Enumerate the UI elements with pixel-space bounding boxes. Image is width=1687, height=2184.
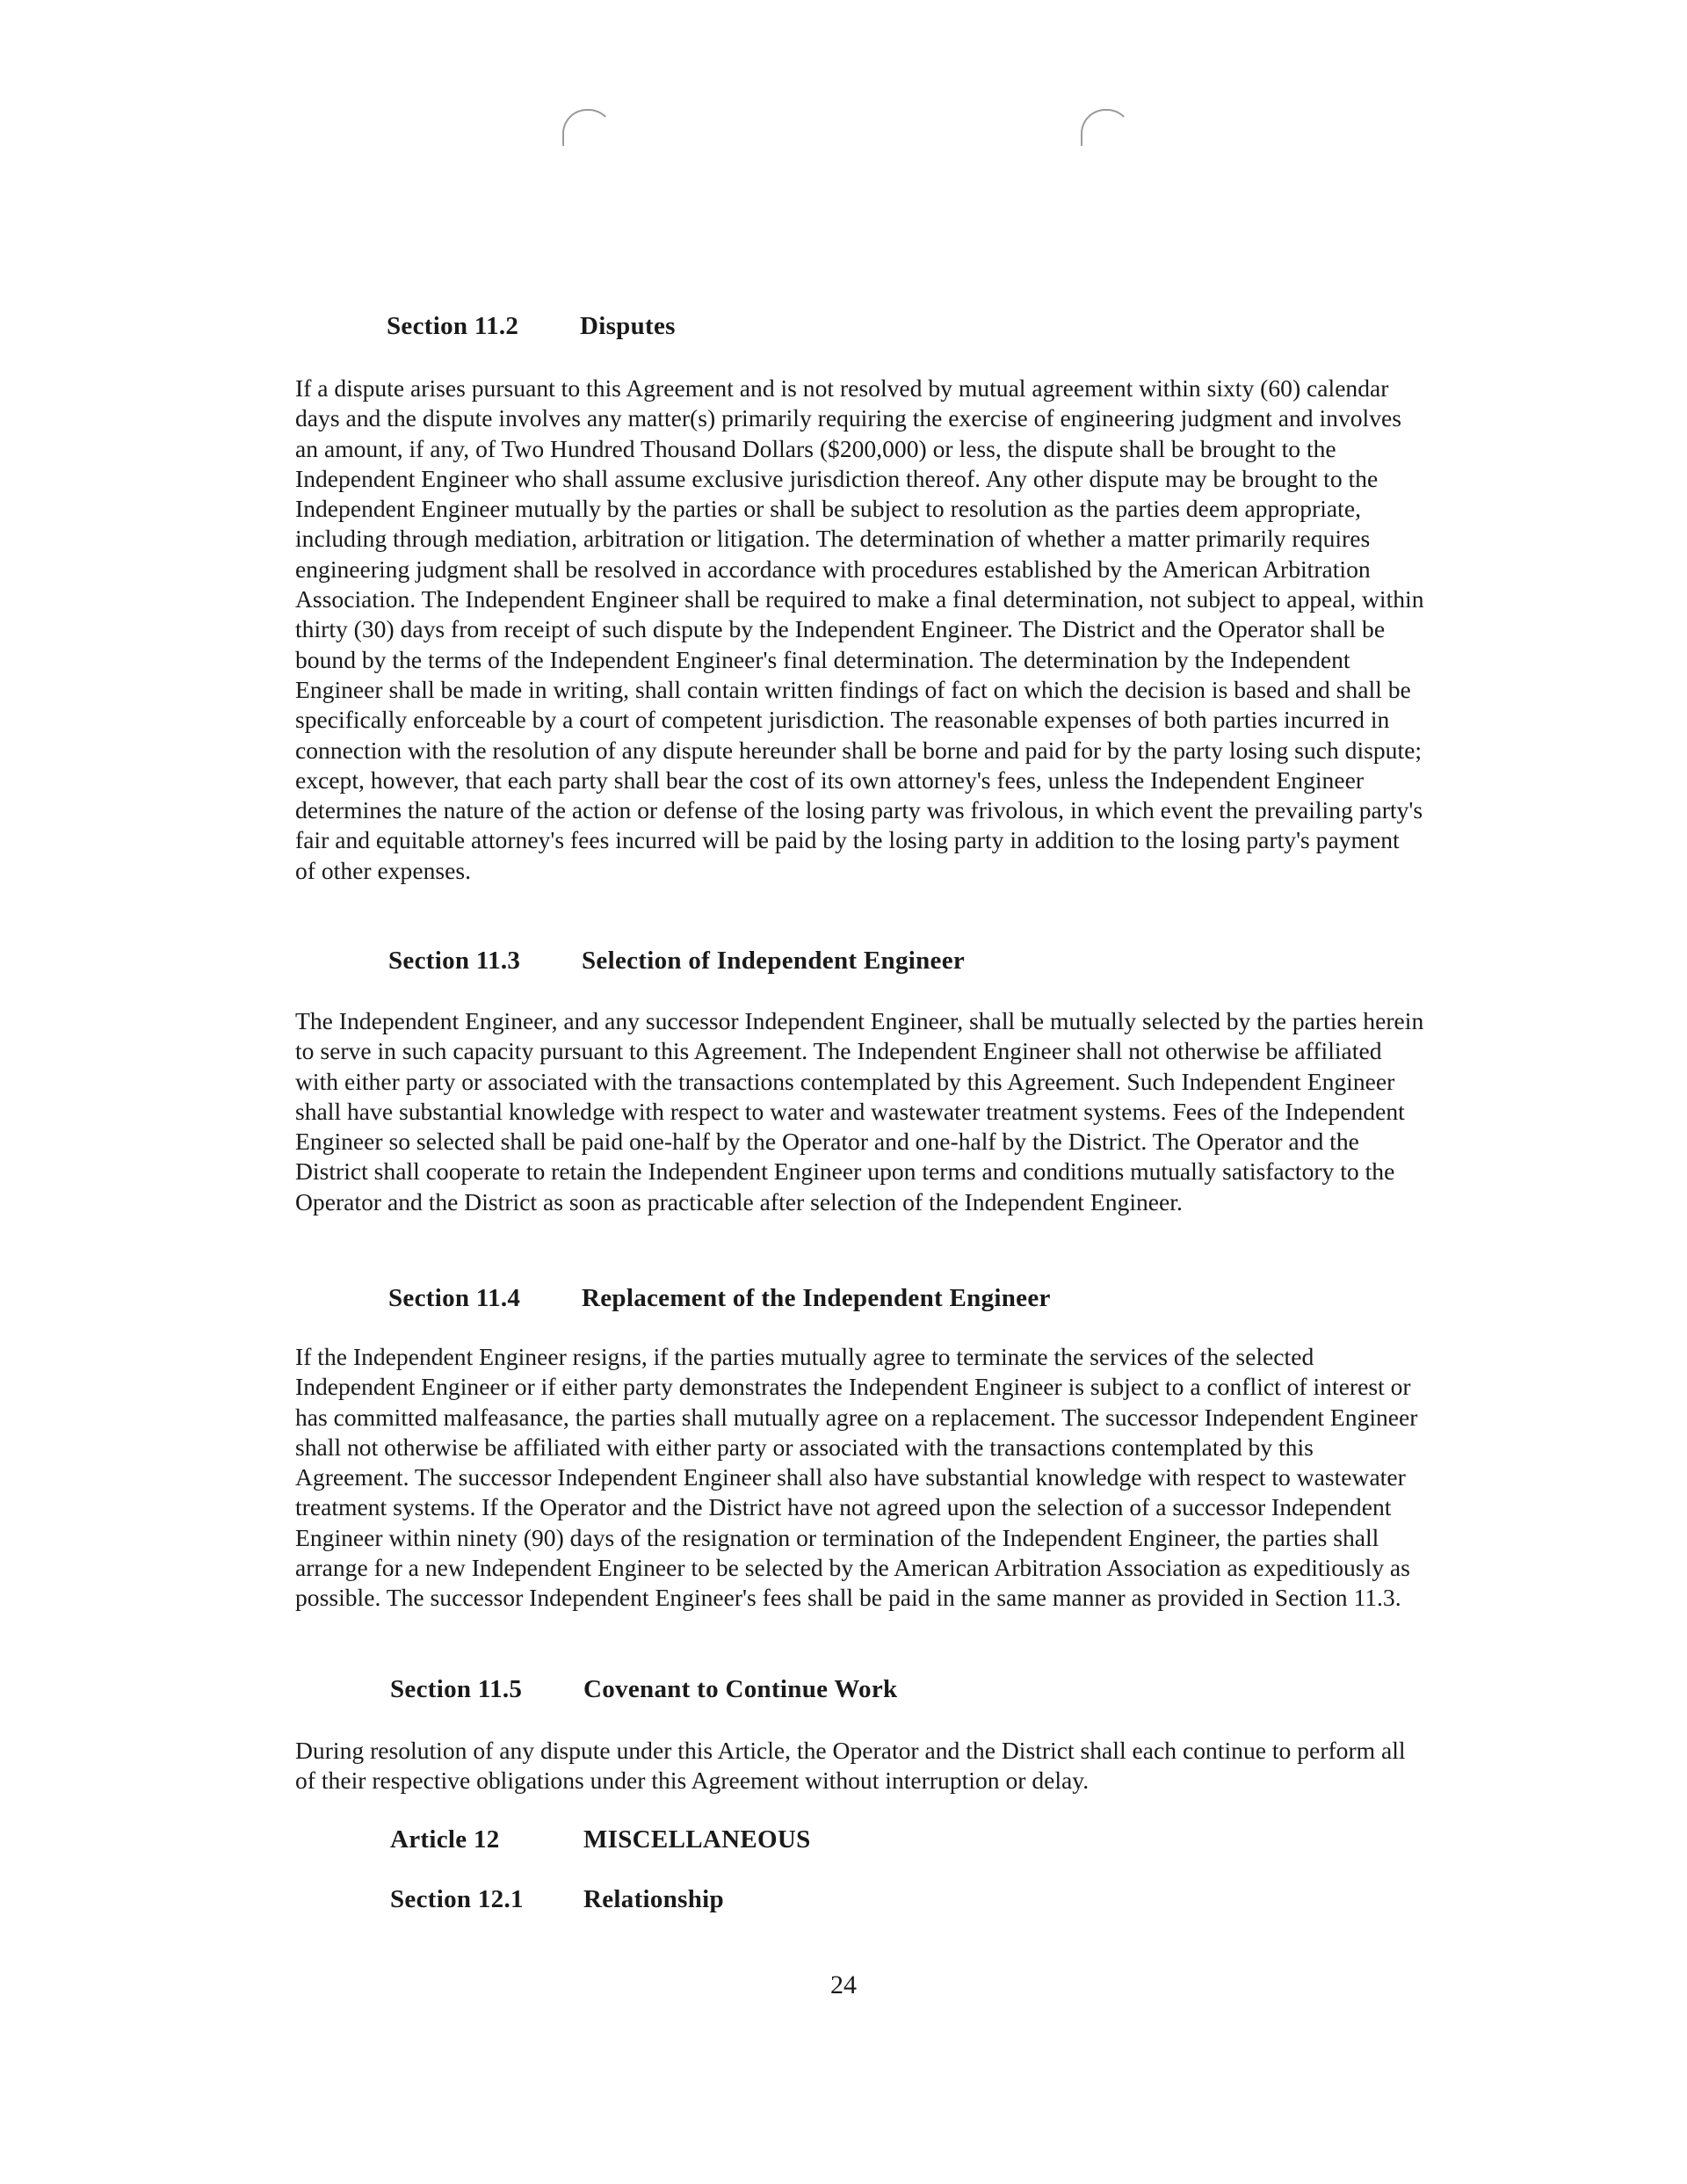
punch-hole-mark	[562, 109, 613, 146]
section-title: Disputes	[580, 312, 676, 340]
punch-hole-mark	[1081, 109, 1132, 146]
section-number: Section 11.3	[388, 947, 521, 975]
section-number: Section 11.5	[390, 1675, 523, 1703]
section-title: Relationship	[583, 1885, 724, 1913]
article-title: MISCELLANEOUS	[583, 1825, 811, 1854]
section-title: Covenant to Continue Work	[583, 1675, 898, 1703]
article-number: Article 12	[390, 1825, 500, 1854]
section-number: Section 12.1	[390, 1885, 524, 1913]
section-body: The Independent Engineer, and any successor Independent Engineer, shall be mutually selected by the parties herein to serve in such capacity pursuant to this Agreement. The Independent Engineer shall not otherwise be affiliated with either party or associated with the transactions contemplated by this Agreement. Such Independent Engineer shall have substantial knowledge with respect to water and wastewater treatment systems. Fees of the Independent Engineer so selected shall be paid one-half by the Operator and one-half by the District. The Operator and the District shall cooperate to retain the Independent Engineer upon terms and conditions mutually satisfactory to the Operator and the District as soon as practicable after selection of the Independent Engineer.	[295, 1007, 1424, 1215]
section-body: During resolution of any dispute under this Article, the Operator and the District shall each continue to perform all of their respective obligations under this Agreement without interruption or delay.	[295, 1737, 1406, 1795]
section-number: Section 11.2	[387, 312, 519, 340]
section-body: If a dispute arises pursuant to this Agreement and is not resolved by mutual agreement within sixty (60) calendar days and the dispute involves any matter(s) primarily requiring the exercise of engineering judgment and involves an amount, if any, of Two Hundred Thousand Dollars ($200,000) or less, the dispute shall be brought to the Independent Engineer who shall assume exclusive jurisdiction thereof. Any other dispute may be brought to the Independent Engineer mutually by the parties or shall be subject to resolution as the parties deem appropriate, including through mediation, arbitration or litigation. The determination of whether a matter primarily requires engineering judgment shall be resolved in accordance with procedures established by the American Arbitration Association. The Independent Engineer shall be required to make a final determination, not subject to appeal, within thirty (30) days from receipt of such dispute by the Independent Engineer. The District and the Operator shall be bound by the terms of the Independent Engineer's final determination. The determination by the Independent Engineer shall be made in writing, shall contain written findings of fact on which the decision is based and shall be specifically enforceable by a court of competent jurisdiction. The reasonable expenses of both parties incurred in connection with the resolution of any dispute hereunder shall be borne and paid for by the party losing such dispute; except, however, that each party shall bear the cost of its own attorney's fees, unless the Independent Engineer determines the nature of the action or defense of the losing party was frivolous, in which event the prevailing party's fair and equitable attorney's fees incurred will be paid by the losing party in addition to the losing party's payment of other expenses.	[295, 374, 1424, 884]
section-title: Selection of Independent Engineer	[582, 947, 966, 975]
section-title: Replacement of the Independent Engineer	[582, 1284, 1051, 1312]
page-number: 24	[830, 1970, 857, 1999]
section-number: Section 11.4	[388, 1284, 521, 1312]
section-body: If the Independent Engineer resigns, if the parties mutually agree to terminate the services of the selected Independent Engineer or if either party demonstrates the Independent Engineer is subject to a conflict of interest or has committed malfeasance, the parties shall mutually agree on a replacement. The successor Independent Engineer shall not otherwise be affiliated with either party or associated with the transactions contemplated by this Agreement. The successor Independent Engineer shall also have substantial knowledge with respect to wastewater treatment systems. If the Operator and the District have not agreed upon the selection of a successor Independent Engineer within ninety (90) days of the resignation or termination of the Independent Engineer, the parties shall arrange for a new Independent Engineer to be selected by the American Arbitration Association as expeditiously as possible. The successor Independent Engineer's fees shall be paid in the same manner as provided in Section 11.3.	[295, 1343, 1418, 1612]
